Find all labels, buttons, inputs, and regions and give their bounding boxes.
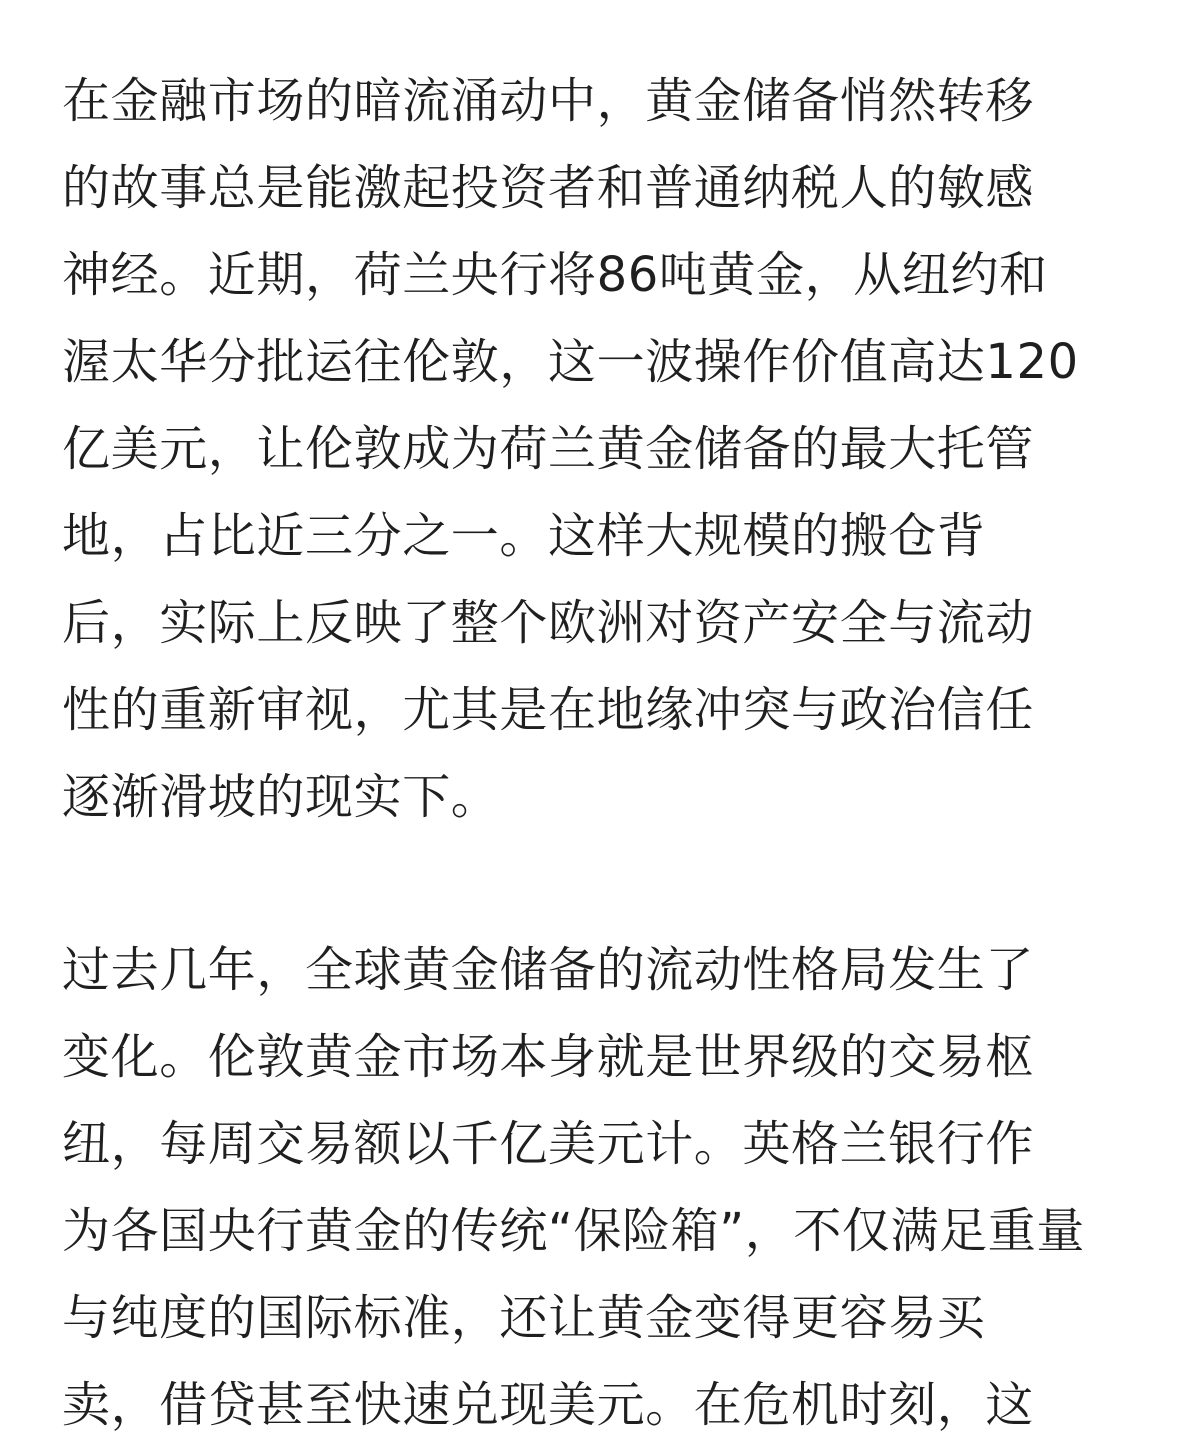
text-line: 过去几年，全球黄金储备的流动性格局发生了 [62, 942, 1035, 998]
text-line: 与纯度的国际标准，还让黄金变得更容易买 [62, 1290, 986, 1346]
text-line: 亿美元，让伦敦成为荷兰黄金储备的最大托管 [62, 421, 1035, 477]
text-line: 性的重新审视，尤其是在地缘冲突与政治信任 [62, 682, 1035, 738]
text-line: 纽，每周交易额以千亿美元计。英格兰银行作 [62, 1116, 1035, 1172]
text-line: 渥太华分批运往伦敦，这一波操作价值高达120 [62, 334, 1079, 390]
text-line: 变化。伦敦黄金市场本身就是世界级的交易枢 [62, 1029, 1035, 1085]
text-line: 为各国央行黄金的传统“保险箱”，不仅满足重量 [62, 1203, 1085, 1259]
article-body [62, 58, 1119, 1449]
paragraph [62, 58, 1119, 841]
text-line: 神经。近期，荷兰央行将86吨黄金，从纽约和 [62, 247, 1048, 303]
text-line: 的故事总是能激起投资者和普通纳税人的敏感 [62, 160, 1035, 216]
text-line: 逐渐滑坡的现实下。 [62, 769, 500, 825]
text-line: 地，占比近三分之一。这样大规模的搬仓背 [62, 508, 986, 564]
paragraph [62, 927, 1119, 1449]
text-line: 后，实际上反映了整个欧洲对资产安全与流动 [62, 595, 1035, 651]
text-line: 卖，借贷甚至快速兑现美元。在危机时刻，这 [62, 1377, 1035, 1433]
text-line: 在金融市场的暗流涌动中，黄金储备悄然转移 [62, 73, 1035, 129]
paragraph-spacer [62, 841, 1119, 927]
